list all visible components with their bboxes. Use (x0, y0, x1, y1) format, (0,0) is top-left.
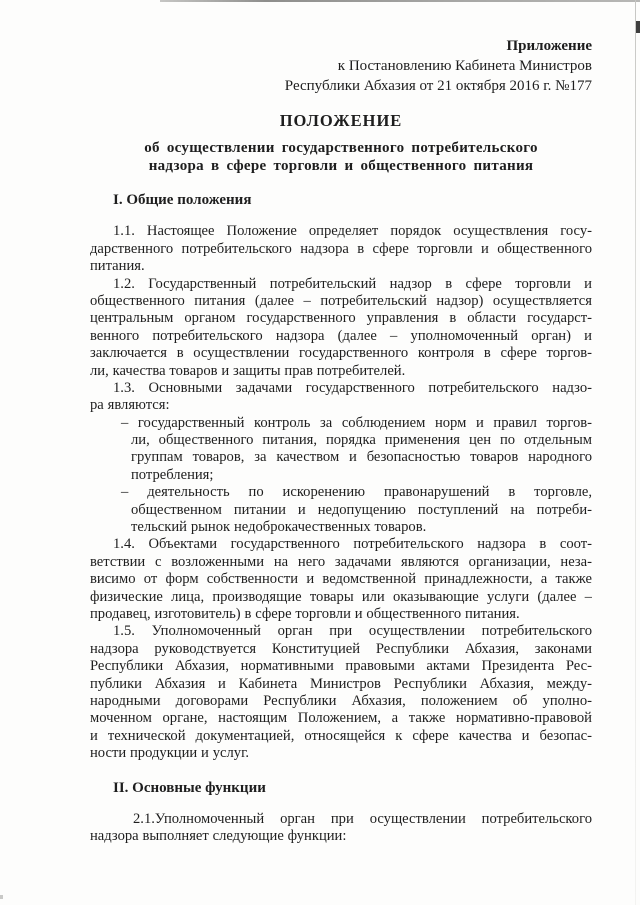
paragraph (90, 223, 592, 275)
text-line: центральным органом государственного управления в области государст- (90, 310, 592, 327)
document-header (90, 0, 592, 96)
text-line: общественном питании и недопущению поступлений на потреби- (131, 501, 592, 518)
section-heading: II. Основные функции (113, 779, 266, 796)
scan-artifact-right-mark (636, 21, 640, 33)
text-line: – деятельность по искоренению правонарушений в торговле, (121, 484, 592, 501)
text-line: ли, качества товаров и защиты прав потребителей. (90, 362, 406, 379)
text-line: моченном органе, настоящим Положением, а также нормативно-правовой (90, 710, 592, 727)
scan-artifact-top-edge (160, 0, 640, 2)
document-title: ПОЛОЖЕНИЕ (279, 111, 403, 130)
text-line: публики Абхазия и Кабинета Министров Республики Абхазия, между- (90, 675, 592, 692)
text-line: народными договорами Республики Абхазия, положением об уполно- (90, 692, 592, 709)
text-line: физические лица, производящие товары или оказывающие услуги (далее – (90, 588, 592, 605)
text-line: 1.2. Государственный потребительский надзор в сфере торговли и (113, 275, 592, 292)
text-line: общественного питания (далее – потребительский надзор) осуществляется (90, 292, 592, 309)
text-line: тельский рынок недоброкачественных товаров. (131, 519, 427, 536)
section-heading: I. Общие положения (113, 192, 252, 208)
text-line: продавец, изготовитель) в сфере торговли и общественного питания. (90, 606, 520, 622)
header-line-resolution: к Постановлению Кабинета Министров (337, 58, 592, 74)
text-line: 1.1. Настоящее Положение определяет порядок осуществления госу- (113, 223, 592, 240)
paragraph (90, 623, 592, 762)
text-line: 2.1.Уполномоченный орган при осуществлении потребительского (133, 810, 592, 827)
list-item (90, 484, 592, 536)
text-line: Республики Абхазия, нормативными правовыми актами Президента Рес- (90, 658, 592, 675)
scan-artifact-speck (0, 895, 3, 899)
header-line-appendix: Приложение (506, 38, 592, 54)
paragraph (90, 276, 592, 380)
text-line: венного потребительского надзора (далее – уполномоченный орган) и (90, 327, 592, 344)
header-line-date-number: Республики Абхазия от 21 октября 2016 г. №177 (284, 78, 592, 94)
text-line: – государственный контроль за соблюдением норм и правил торгов- (121, 414, 592, 431)
paragraph (90, 811, 592, 846)
text-line: потребления; (131, 466, 214, 483)
text-line: надзора выполняет следующие функции: (90, 828, 347, 845)
document-subtitle (90, 139, 592, 175)
subtitle-line: об осуществлении государственного потребительского (144, 140, 538, 156)
text-line: висимо от форм собственности и ведомственной принадлежности, а также (90, 571, 592, 588)
text-line: ности продукции и услуг. (90, 745, 250, 762)
text-line: и технической документацией, относящейся к сфере качества и безопас- (90, 727, 592, 744)
paragraph (90, 380, 592, 415)
text-line: дарственного потребительского надзора в сфере торговли и общественного (90, 240, 592, 257)
text-line: надзора руководствуется Конституцией Республики Абхазия, законами (90, 640, 592, 657)
text-line: заключается в осуществлении государственного контроля в сфере торгов- (90, 345, 592, 362)
text-line: ра являются: (90, 397, 170, 414)
list-item (90, 415, 592, 485)
text-line: ветствии с возложенными на него задачами являются организации, неза- (90, 553, 592, 570)
paragraph (90, 536, 592, 623)
subtitle-line: надзора в сфере торговли и общественного питания (148, 158, 534, 174)
text-line: группам товаров, за качеством и безопасностью товаров народного (131, 449, 592, 466)
text-line: питания. (90, 258, 145, 275)
scan-artifact-right-line (635, 0, 636, 905)
text-line: 1.3. Основными задачами государственного потребительского надзо- (113, 379, 592, 396)
text-line: 1.5. Уполномоченный орган при осуществлении потребительского (113, 623, 592, 640)
text-line: 1.4. Объектами государственного потребительского надзора в соот- (113, 536, 592, 553)
text-line: ли, общественного питания, порядка применения цен по отдельным (131, 432, 592, 449)
document-body (90, 192, 592, 846)
